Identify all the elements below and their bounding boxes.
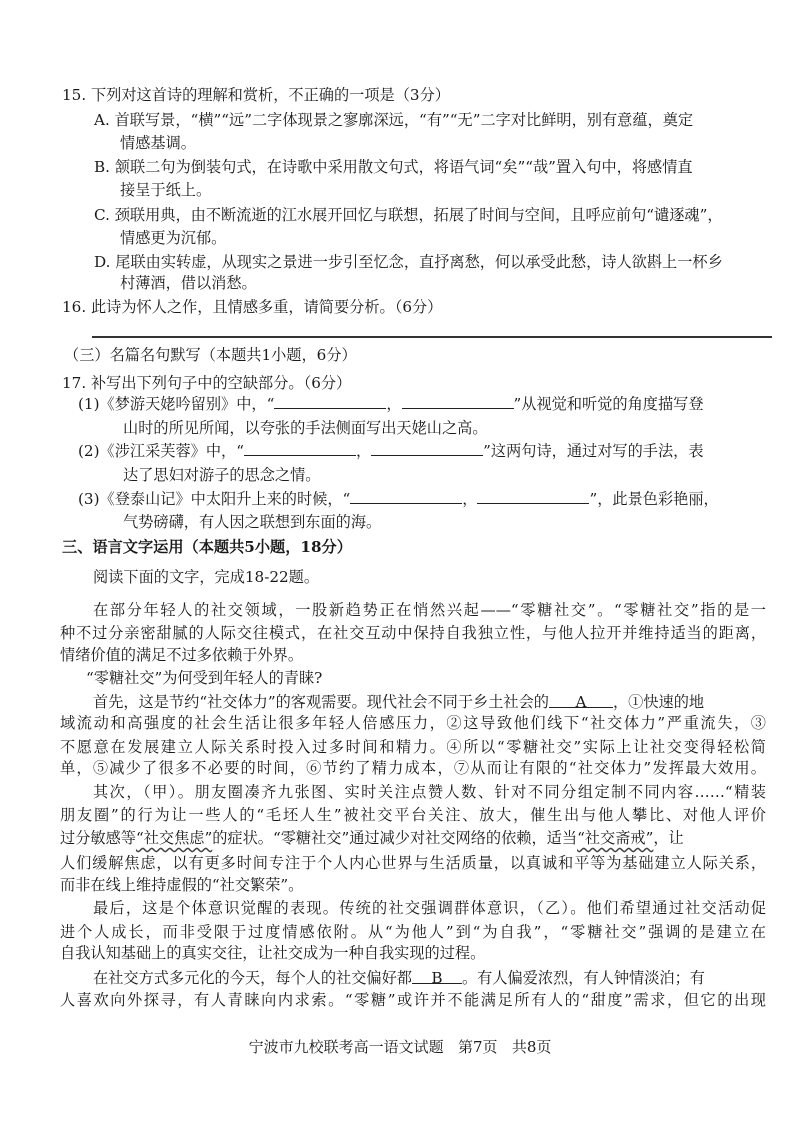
reading-instruction: 阅读下面的文字，完成18-22题。 xyxy=(93,568,320,586)
option-b-line2: 接呈于纸上。 xyxy=(120,181,212,199)
passage-text: ，①快速的地 xyxy=(612,693,705,711)
blank-b[interactable]: B xyxy=(412,967,462,984)
comma: ， xyxy=(462,490,478,508)
passage-text: 。有人偏爱浓烈，有人钟情淡泊；有 xyxy=(461,969,705,987)
blank-3b[interactable] xyxy=(477,487,589,504)
blank-a[interactable]: A xyxy=(549,691,613,708)
wavy-underlined-term: “社交焦虑” xyxy=(135,829,213,847)
passage-text: 首先，这是节约“社交体力”的客观需要。现代社会不同于乡土社会的 xyxy=(93,693,549,711)
option-b-line1: B. 颔联二句为倒装句式，在诗歌中采用散文句式，将语气词“矣”“哉”置入句中，将感情直 xyxy=(94,158,693,176)
passage-text: 过分敏感等 xyxy=(60,829,136,847)
q17-1-prefix: (1)《梦游天姥吟留别》中，“ xyxy=(78,395,275,413)
passage-text: 在社交方式多元化的今天，每个人的社交偏好都 xyxy=(93,969,412,987)
question-16-stem: 16. 此诗为怀人之作，且情感多重，请简要分析。（6分） xyxy=(62,298,443,316)
option-a-line1: A. 首联写景，“横”“远”二字体现景之寥廓深远，“有”“无”二字对比鲜明，别有意蕴，奠定 xyxy=(94,111,694,129)
total-pages: 共8页 xyxy=(511,1038,552,1056)
q17-1-line2: 山时的所见所闻，以夸张的手法侧面写出天姥山之高。 xyxy=(123,419,488,437)
comma: ， xyxy=(355,442,372,460)
passage-line: 进个人成长，而非受限于过度情感依附。从“为他人”到“为自我”，“零糖社交”强调的是建立在 xyxy=(60,923,766,941)
passage-line: 最后，这是个体意识觉醒的表现。传统的社交强调群体意识，（乙）。他们希望通过社交活动促 xyxy=(93,899,766,917)
passage-line: 人喜欢向外探寻，有人青睐向内求索。“零糖”或许并不能满足所有人的“甜度”需求，但它的出现 xyxy=(60,991,766,1009)
question-17-stem: 17. 补写出下列句子中的空缺部分。（6分） xyxy=(62,374,352,392)
wavy-underlined-term: “社交斋戒” xyxy=(577,829,654,847)
passage-line: 域流动和高强度的社会生活让很多年轻人倍感压力，②这导致他们线下“社交体力”严重流失，③ xyxy=(60,714,766,732)
option-d-line2: 村薄酒，借以消愁。 xyxy=(120,274,257,292)
option-d-line1: D. 尾联由实转虚，从现实之景进一步引至忆念，直抒离愁，何以承受此愁，诗人欲斟上一杯乡 xyxy=(94,253,723,271)
comma: ， xyxy=(386,395,402,413)
q17-3-line2: 气势磅礴，有人因之联想到东面的海。 xyxy=(123,513,382,531)
page-footer xyxy=(0,1036,800,1057)
page-number: 第7页 xyxy=(457,1038,498,1056)
section-title: （三）名篇名句默写（本题共1小题，6分） xyxy=(64,346,357,364)
passage-line: 种不过分亲密甜腻的人际交往模式，在社交互动中保持自我独立性，与他人拉开并维持适当的距离， xyxy=(60,624,766,642)
passage-line: 情绪价值的满足不过多依赖于外界。 xyxy=(60,646,303,664)
answer-line[interactable] xyxy=(92,336,772,338)
passage-line: 单，⑤减少了很多不必要的时间，⑥节约了精力成本，⑦从而让有限的“社交体力”发挥最大效用。 xyxy=(60,759,766,777)
option-c-line2: 情感更为沉郁。 xyxy=(120,229,227,247)
q17-1-suffix: ”从视觉和听觉的角度描写登 xyxy=(513,395,704,413)
passage-line: 朋友圈”的行为让一些人的“毛坯人生”被社交平台关注、放大，催生出与他人攀比、对他人评价 xyxy=(60,806,766,824)
passage-text: ，让 xyxy=(653,829,684,847)
blank-3a[interactable] xyxy=(350,487,462,504)
q17-3-suffix: ”，此景色彩艳丽， xyxy=(589,490,719,508)
blank-2a[interactable] xyxy=(244,439,356,456)
blank-2b[interactable] xyxy=(371,439,483,456)
q17-2-line2: 达了思妇对游子的思念之情。 xyxy=(123,466,321,484)
q17-3-prefix: (3)《登泰山记》中太阳升上来的时候，“ xyxy=(78,490,351,508)
passage-line: 不愿意在发展建立人际关系时投入过多时间和精力。④所以“零糖社交”实际上让社交变得轻松简 xyxy=(60,738,766,756)
blank-1b[interactable] xyxy=(402,392,514,409)
passage-line: “零糖社交”为何受到年轻人的青睐? xyxy=(86,669,323,687)
passage-line: 其次，（甲）。朋友圈凑齐九张图、实时关注点赞人数、针对不同分组定制不同内容……“精装 xyxy=(93,783,766,801)
question-15-stem: 15. 下列对这首诗的理解和赏析，不正确的一项是（3分） xyxy=(62,86,450,104)
blank-1a[interactable] xyxy=(274,392,386,409)
passage-line: 在部分年轻人的社交领域，一股新趋势正在悄然兴起——“零糖社交”。“零糖社交”指的是一 xyxy=(93,601,766,619)
option-c-line1: C. 颈联用典，由不断流逝的江水展开回忆与联想，拓展了时间与空间，且呼应前句“谴逐魂”， xyxy=(94,206,723,224)
passage-line: 而非在线上维持虚假的“社交繁荣”。 xyxy=(60,876,304,894)
exam-title: 宁波市九校联考高一语文试题 xyxy=(248,1038,444,1056)
part-title: 三、语言文字运用（本题共5小题，18分） xyxy=(62,538,352,556)
passage-line: 自我认知基础上的真实交往，让社交成为一种自我实现的过程。 xyxy=(60,944,486,962)
passage-text: 的症状。“零糖社交”通过减少对社交网络的依赖，适当 xyxy=(212,829,578,847)
q17-2-prefix: (2)《涉江采芙蓉》中，“ xyxy=(78,442,244,460)
passage-line: 人们缓解焦虑，以有更多时间专注于个人内心世界与生活质量，以真诚和平等为基础建立人际关系， xyxy=(60,854,766,872)
q17-2-suffix: ”这两句诗，通过对写的手法，表 xyxy=(483,442,704,460)
option-a-line2: 情感基调。 xyxy=(120,134,196,152)
